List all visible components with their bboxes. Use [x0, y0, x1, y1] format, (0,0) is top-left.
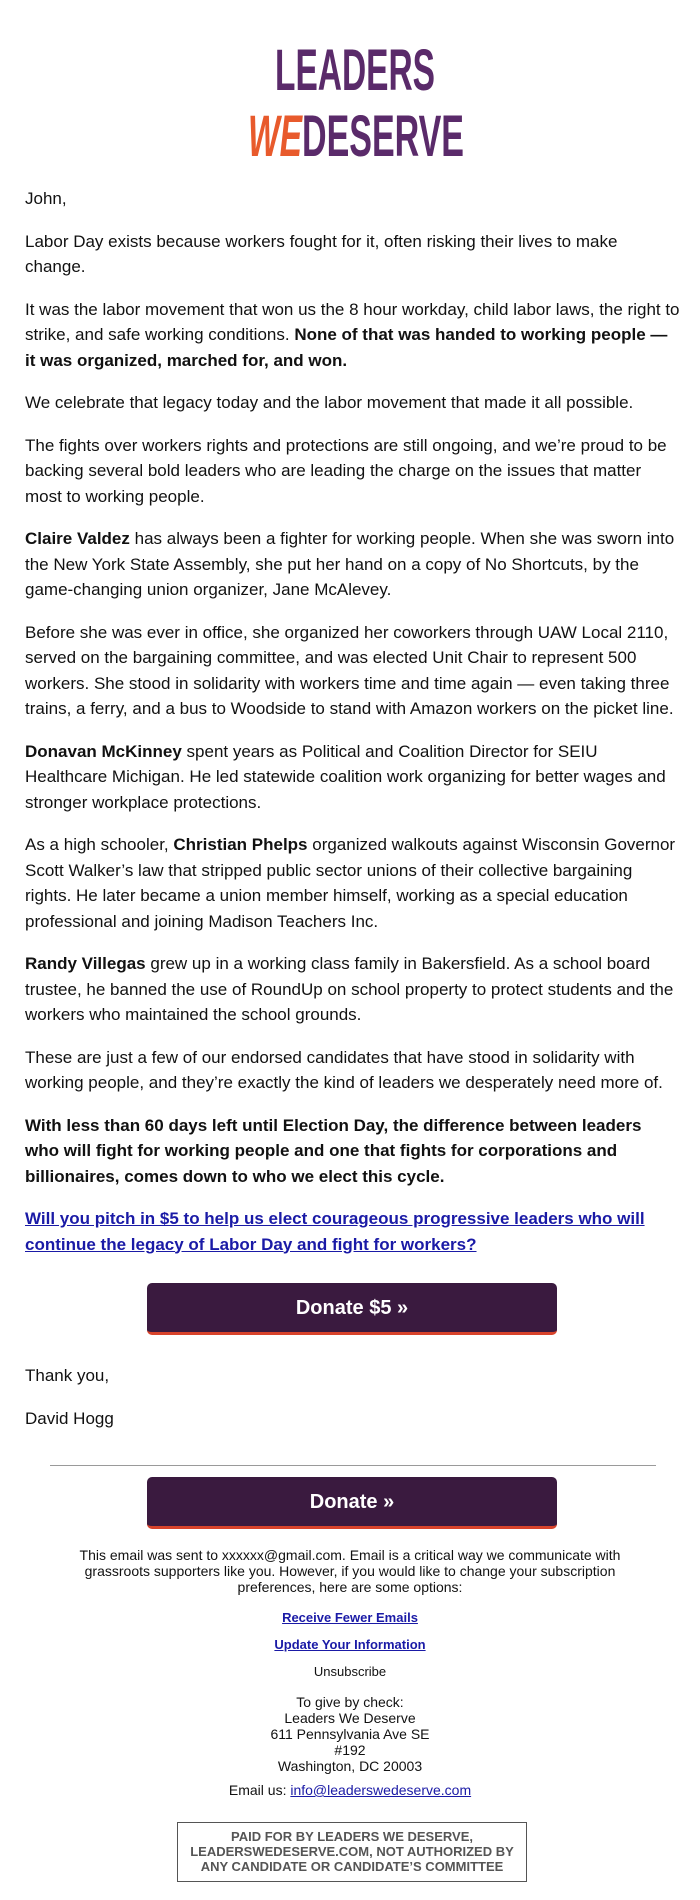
org-name: Leaders We Deserve	[284, 1710, 416, 1726]
email-address-link[interactable]: info@leaderswedeserve.com	[290, 1782, 472, 1798]
check-intro: To give by check:	[296, 1694, 404, 1710]
footer-fewer-wrap	[60, 1609, 640, 1626]
check-address-block	[60, 1694, 640, 1774]
donate-button[interactable]: Donate »	[147, 1477, 557, 1529]
paragraph-text: As a high schooler,	[25, 835, 174, 854]
subscription-notice: This email was sent to xxxxxx@gmail.com. Email is a critical way we communicate with grassroots supporters like you. However, if you would like to change your subscription preferences, here are some options:	[79, 1547, 621, 1595]
paragraph-christian-phelps	[25, 832, 680, 934]
email-us-line	[60, 1782, 640, 1798]
update-information-link[interactable]: Update Your Information	[274, 1637, 426, 1652]
paragraph-emphasis: None of that was handed to working people — it was organized, marched for, and won.	[25, 325, 668, 370]
logo-we: WE	[248, 104, 304, 160]
address-line-3: Washington, DC 20003	[277, 1758, 423, 1774]
email-us-label: Email us:	[228, 1782, 291, 1798]
address-line-2: #192	[334, 1742, 366, 1758]
paragraph-text: It was the labor movement that won us the 8 hour workday, child labor laws, the right to strike, and safe working conditions.	[25, 299, 680, 344]
paragraph-election-day: With less than 60 days left until Election Day, the difference between leaders who will fight for working people and one that fights for corporations and billionaires, comes down to who we elect this cycle.	[25, 1115, 642, 1186]
sign-off: Thank you,	[25, 1366, 110, 1385]
footer-update-wrap	[60, 1636, 640, 1653]
donate-cta-link[interactable]: Will you pitch in $5 to help us elect courageous progressive leaders who will continue the legacy of Labor Day and fight for workers?	[25, 1209, 645, 1254]
receive-fewer-emails-link[interactable]: Receive Fewer Emails	[282, 1610, 418, 1625]
candidate-name: Christian Phelps	[173, 835, 308, 854]
paragraph-text: spent years as Political and Coalition Director for SEIU Healthcare Michigan. He led statewide coalition work organizing for better wages and stronger workplace protections.	[25, 741, 666, 812]
paragraph-claire-history: Before she was ever in office, she organized her coworkers through UAW Local 2110, served on the bargaining committee, and was elected Unit Chair to represent 500 workers. She stood in solidarity with workers time and time again — even taking three trains, a ferry, and a bus to Woodside to stand with Amazon workers on the picket line.	[25, 622, 674, 718]
logo-line1: LEADERS	[275, 38, 435, 103]
paid-for-disclaimer: PAID FOR BY LEADERS WE DESERVE, LEADERSWEDESERVE.COM, NOT AUTHORIZED BY ANY CANDIDATE OR CANDIDATE’S COMMITTEE	[177, 1822, 527, 1882]
paragraph-endorsed: These are just a few of our endorsed candidates that have stood in solidarity with working people, and they’re exactly the kind of leaders we desperately need more of.	[25, 1047, 663, 1092]
leaders-we-deserve-logo	[240, 30, 470, 160]
divider	[50, 1465, 656, 1466]
paragraph-randy-villegas	[25, 951, 680, 1028]
paragraph-donavan-mckinney	[25, 739, 680, 816]
email-body	[25, 186, 680, 1274]
unsubscribe-link[interactable]: Unsubscribe	[313, 1664, 387, 1679]
paragraph-text: organized walkouts against Wisconsin Governor Scott Walker’s law that stripped public sector unions of their collective bargaining rights. He later became a union member himself, working as a special education professional and joining Madison Teachers Inc.	[25, 835, 676, 931]
donate-5-button[interactable]: Donate $5 »	[147, 1283, 557, 1335]
paragraph-text: has always been a fighter for working people. When she was sworn into the New York State Assembly, she put her hand on a copy of No Shortcuts, by the game-changing union organizer, Jane McAlevey.	[25, 529, 675, 599]
candidate-name: Donavan McKinney	[25, 741, 182, 761]
logo-line2: DESERVE	[302, 104, 464, 160]
paragraph-text: grew up in a working class family in Bakersfield. As a school board trustee, he banned the use of RoundUp on school property to protect students and the workers who maintained the school grounds.	[25, 954, 674, 1024]
paragraph-fights: The fights over workers rights and protections are still ongoing, and we’re proud to be backing several bold leaders who are leading the charge on the issues that matter most to working people.	[25, 435, 667, 506]
cta-paragraph	[25, 1206, 680, 1257]
signature: David Hogg	[25, 1409, 114, 1428]
candidate-name: Randy Villegas	[25, 954, 146, 973]
candidate-name: Claire Valdez	[25, 529, 130, 548]
greeting: John,	[25, 189, 67, 208]
paragraph-claire-valdez	[25, 526, 680, 603]
paragraph-labor-day: Labor Day exists because workers fought for it, often risking their lives to make change.	[25, 231, 618, 276]
logo-graphic	[240, 30, 470, 160]
address-line-1: 611 Pennsylvania Ave SE	[270, 1726, 430, 1742]
paragraph-celebrate: We celebrate that legacy today and the labor movement that made it all possible.	[25, 393, 634, 412]
paragraph-labor-movement	[25, 297, 680, 374]
